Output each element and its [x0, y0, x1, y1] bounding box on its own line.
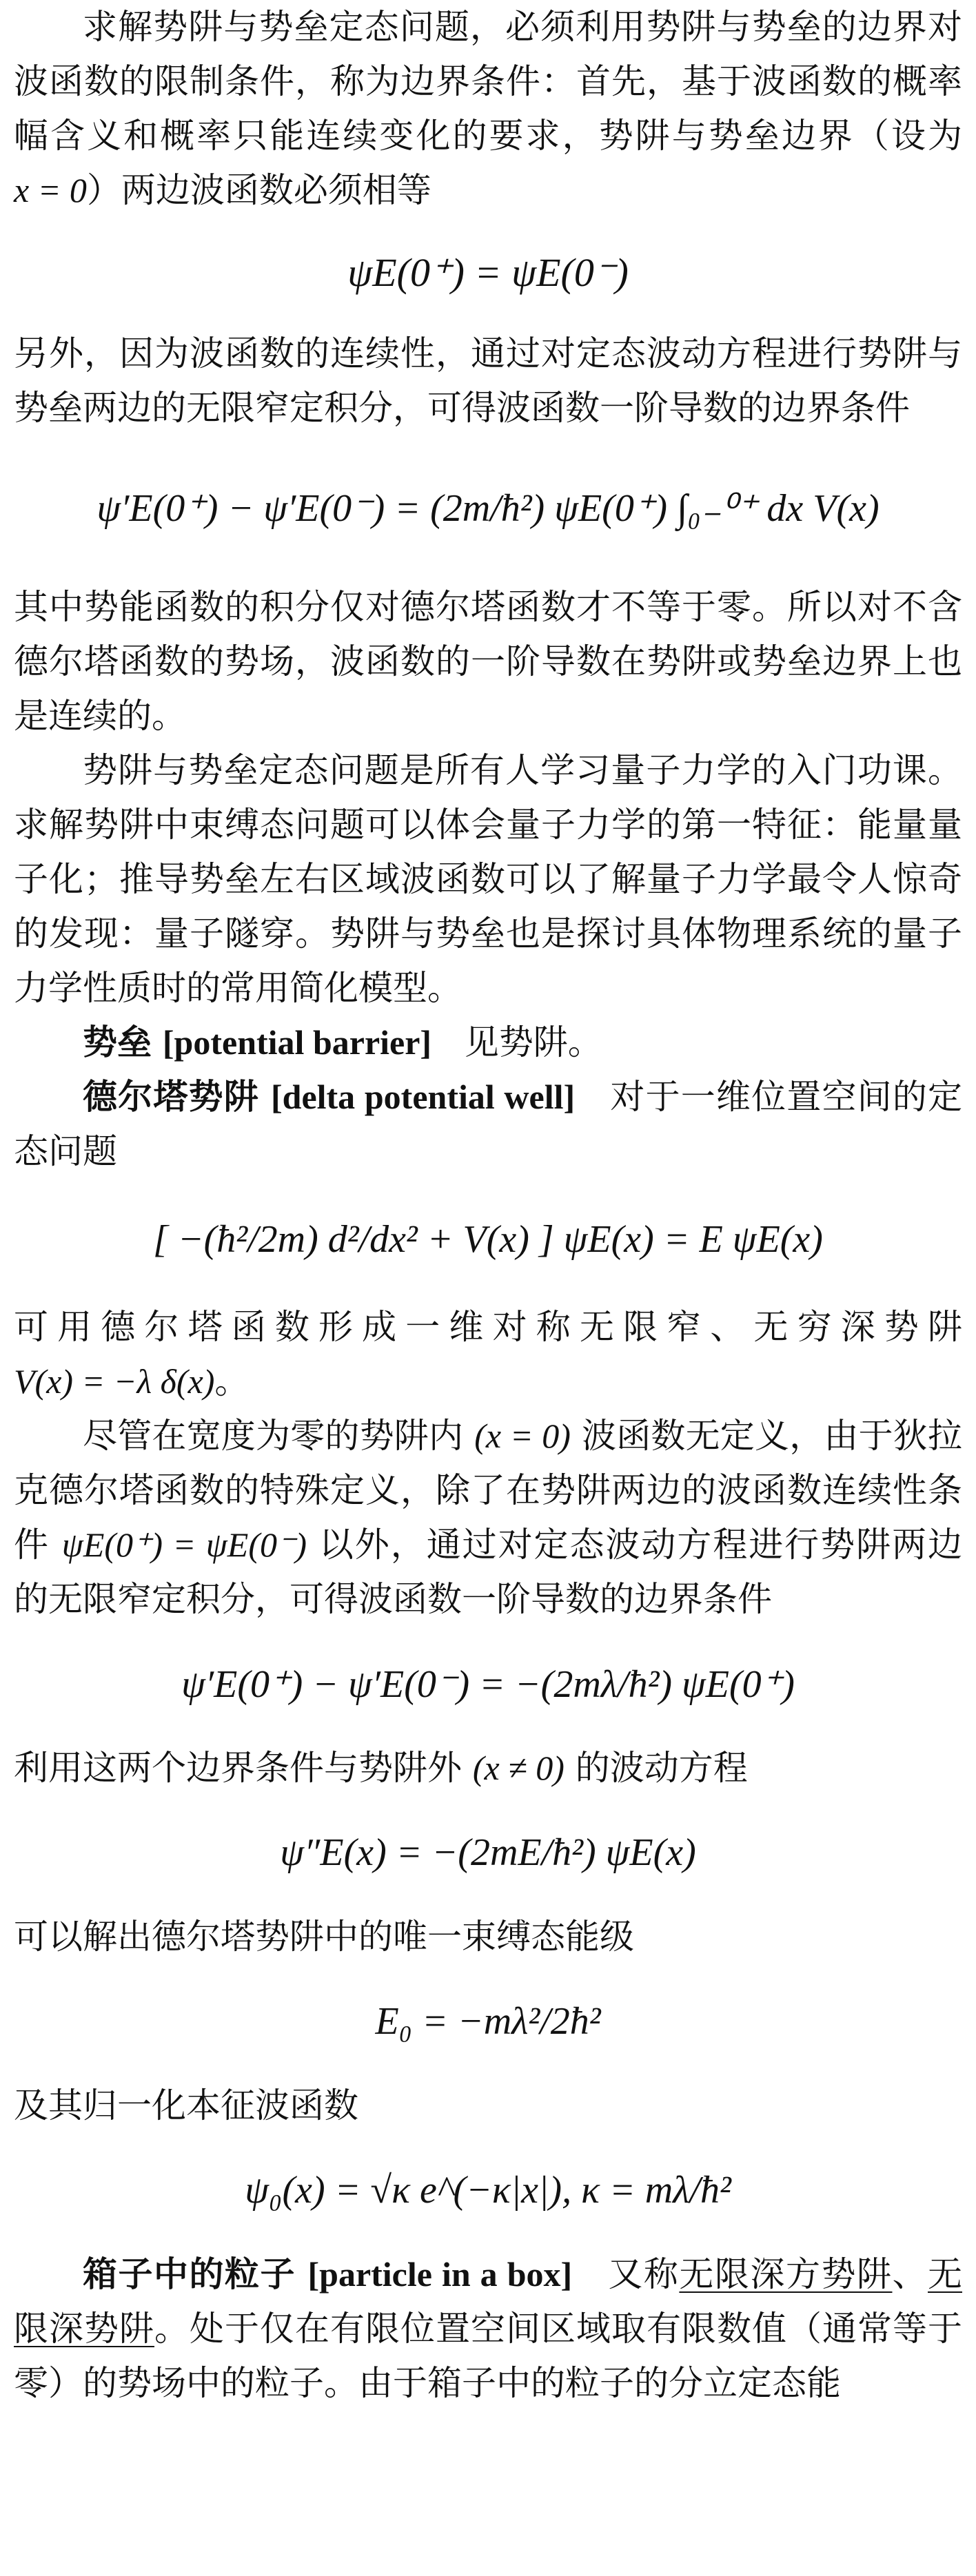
paragraph-text: 求解势阱与势垒定态问题，必须利用势阱与势垒的边界对波函数的限制条件，称为边界条件：首先，基于波函数的概率幅含义和概率只能连续变化的要求，势阱与势垒边界（设为	[14, 7, 962, 156]
equation-delta-derivative	[14, 1627, 962, 1741]
paragraph-text: 以外，通过对定态波动方程进行势阱两边的无限窄定积分，可得波函数一阶导数的边界条件	[14, 1525, 962, 1619]
paragraph-delta-boundary	[14, 1409, 962, 1627]
paragraph-boundary-conditions	[14, 0, 962, 218]
inline-math: (x = 0)	[474, 1416, 571, 1455]
paragraph-energy-intro: 可以解出德尔塔势阱中的唯一束缚态能级	[14, 1917, 634, 1957]
cross-reference: 见势阱。	[464, 1022, 602, 1062]
paragraph-delta-potential	[14, 1300, 962, 1409]
entry-particle-in-box	[14, 2247, 962, 2411]
equation-derivative-boundary	[14, 435, 962, 580]
equation-eigenfunction	[14, 2133, 962, 2247]
paragraph-text: 尽管在宽度为零的势阱内	[83, 1416, 464, 1456]
paragraph-text: 的波动方程	[575, 1748, 748, 1788]
equation-text: ψE(0⁺) = ψE(0⁻)	[347, 250, 629, 295]
paragraph-text: ）两边波函数必须相等	[86, 170, 431, 210]
paragraph-intro-importance: 势阱与势垒定态问题是所有人学习量子力学的入门功课。求解势阱中束缚态问题可以体会量子力学的第一特征：能量量子化；推导势垒左右区域波函数可以了解量子力学最令人惊奇的发现：量子隧穿。势阱与势垒也是探讨具体物理系统的量子力学性质时的常用简化模型。	[14, 750, 962, 1008]
equation-text: E₀ = −mλ²/2ħ²	[375, 2000, 601, 2043]
paragraph-eigenfunction-intro: 及其归一化本征波函数	[14, 2085, 358, 2125]
paragraph-text: 可用德尔塔函数形成一维对称无限窄、无穷深势阱	[14, 1307, 962, 1347]
headword: 势垒	[83, 1022, 152, 1062]
equation-text: [ −(ħ²/2m) d²/dx² + V(x) ] ψE(x) = E ψE(x)	[153, 1218, 823, 1261]
headword-english: [potential barrier]	[162, 1023, 432, 1062]
headword: 德尔塔势阱	[83, 1077, 259, 1117]
equation-continuity	[14, 218, 962, 327]
paragraph-text: 利用这两个边界条件与势阱外	[14, 1748, 462, 1788]
inline-math: ψE(0⁺) = ψE(0⁻)	[61, 1525, 307, 1564]
paragraph-text: 、	[892, 2254, 928, 2294]
equation-wave	[14, 1795, 962, 1910]
inline-math: V(x) = −λ δ(x)	[14, 1362, 215, 1401]
equation-text: ψ′E(0⁺) − ψ′E(0⁻) = (2m/ħ²) ψE(0⁺) ∫₀₋⁰⁺ dx V(x)	[96, 486, 880, 530]
entry-potential-barrier	[14, 1016, 962, 1070]
equation-text: ψ″E(x) = −(2mE/ħ²) ψE(x)	[280, 1831, 696, 1874]
paragraph-text: 。	[214, 1361, 250, 1401]
equation-energy	[14, 1964, 962, 2079]
paragraph-derivative: 另外，因为波函数的连续性，通过对定态波动方程进行势阱与势垒两边的无限窄定积分，可得波函数一阶导数的边界条件	[14, 333, 962, 428]
cross-reference-link[interactable]: 无限深势阱	[14, 2254, 962, 2349]
equation-text: ψ₀(x) = √κ e^(−κ|x|), κ = mλ/ħ²	[245, 2169, 731, 2212]
headword-english: [particle in a box]	[307, 2255, 573, 2294]
equation-text: ψ′E(0⁺) − ψ′E(0⁻) = −(2mλ/ħ²) ψE(0⁺)	[181, 1662, 795, 1706]
headword-english: [delta potential well]	[270, 1078, 576, 1116]
cross-reference-link[interactable]: 无限深方势阱	[679, 2254, 893, 2294]
paragraph-text: 波函数无定义，由于狄拉克德尔塔函数的特殊定义，除了在势阱两边的波函数连续性条件	[14, 1416, 962, 1565]
paragraph-text: 。处于仅在有限位置空间区域取有限数值（通常等于零）的势场中的粒子。由于箱子中的粒子的分立定态能	[14, 2309, 962, 2403]
headword: 箱子中的粒子	[83, 2254, 296, 2294]
paragraph-text: 对于一维位置空间的定态问题	[14, 1077, 963, 1171]
inline-math: (x ≠ 0)	[472, 1749, 565, 1787]
equation-schrodinger	[14, 1179, 962, 1300]
inline-math: x = 0	[14, 171, 87, 209]
entry-delta-well	[14, 1070, 962, 1179]
paragraph-wave-equation-intro	[14, 1741, 962, 1795]
paragraph-delta-note: 其中势能函数的积分仅对德尔塔函数才不等于零。所以对不含德尔塔函数的势场，波函数的一阶导数在势阱或势垒边界上也是连续的。	[14, 587, 962, 736]
paragraph-text: 又称	[608, 2254, 680, 2294]
